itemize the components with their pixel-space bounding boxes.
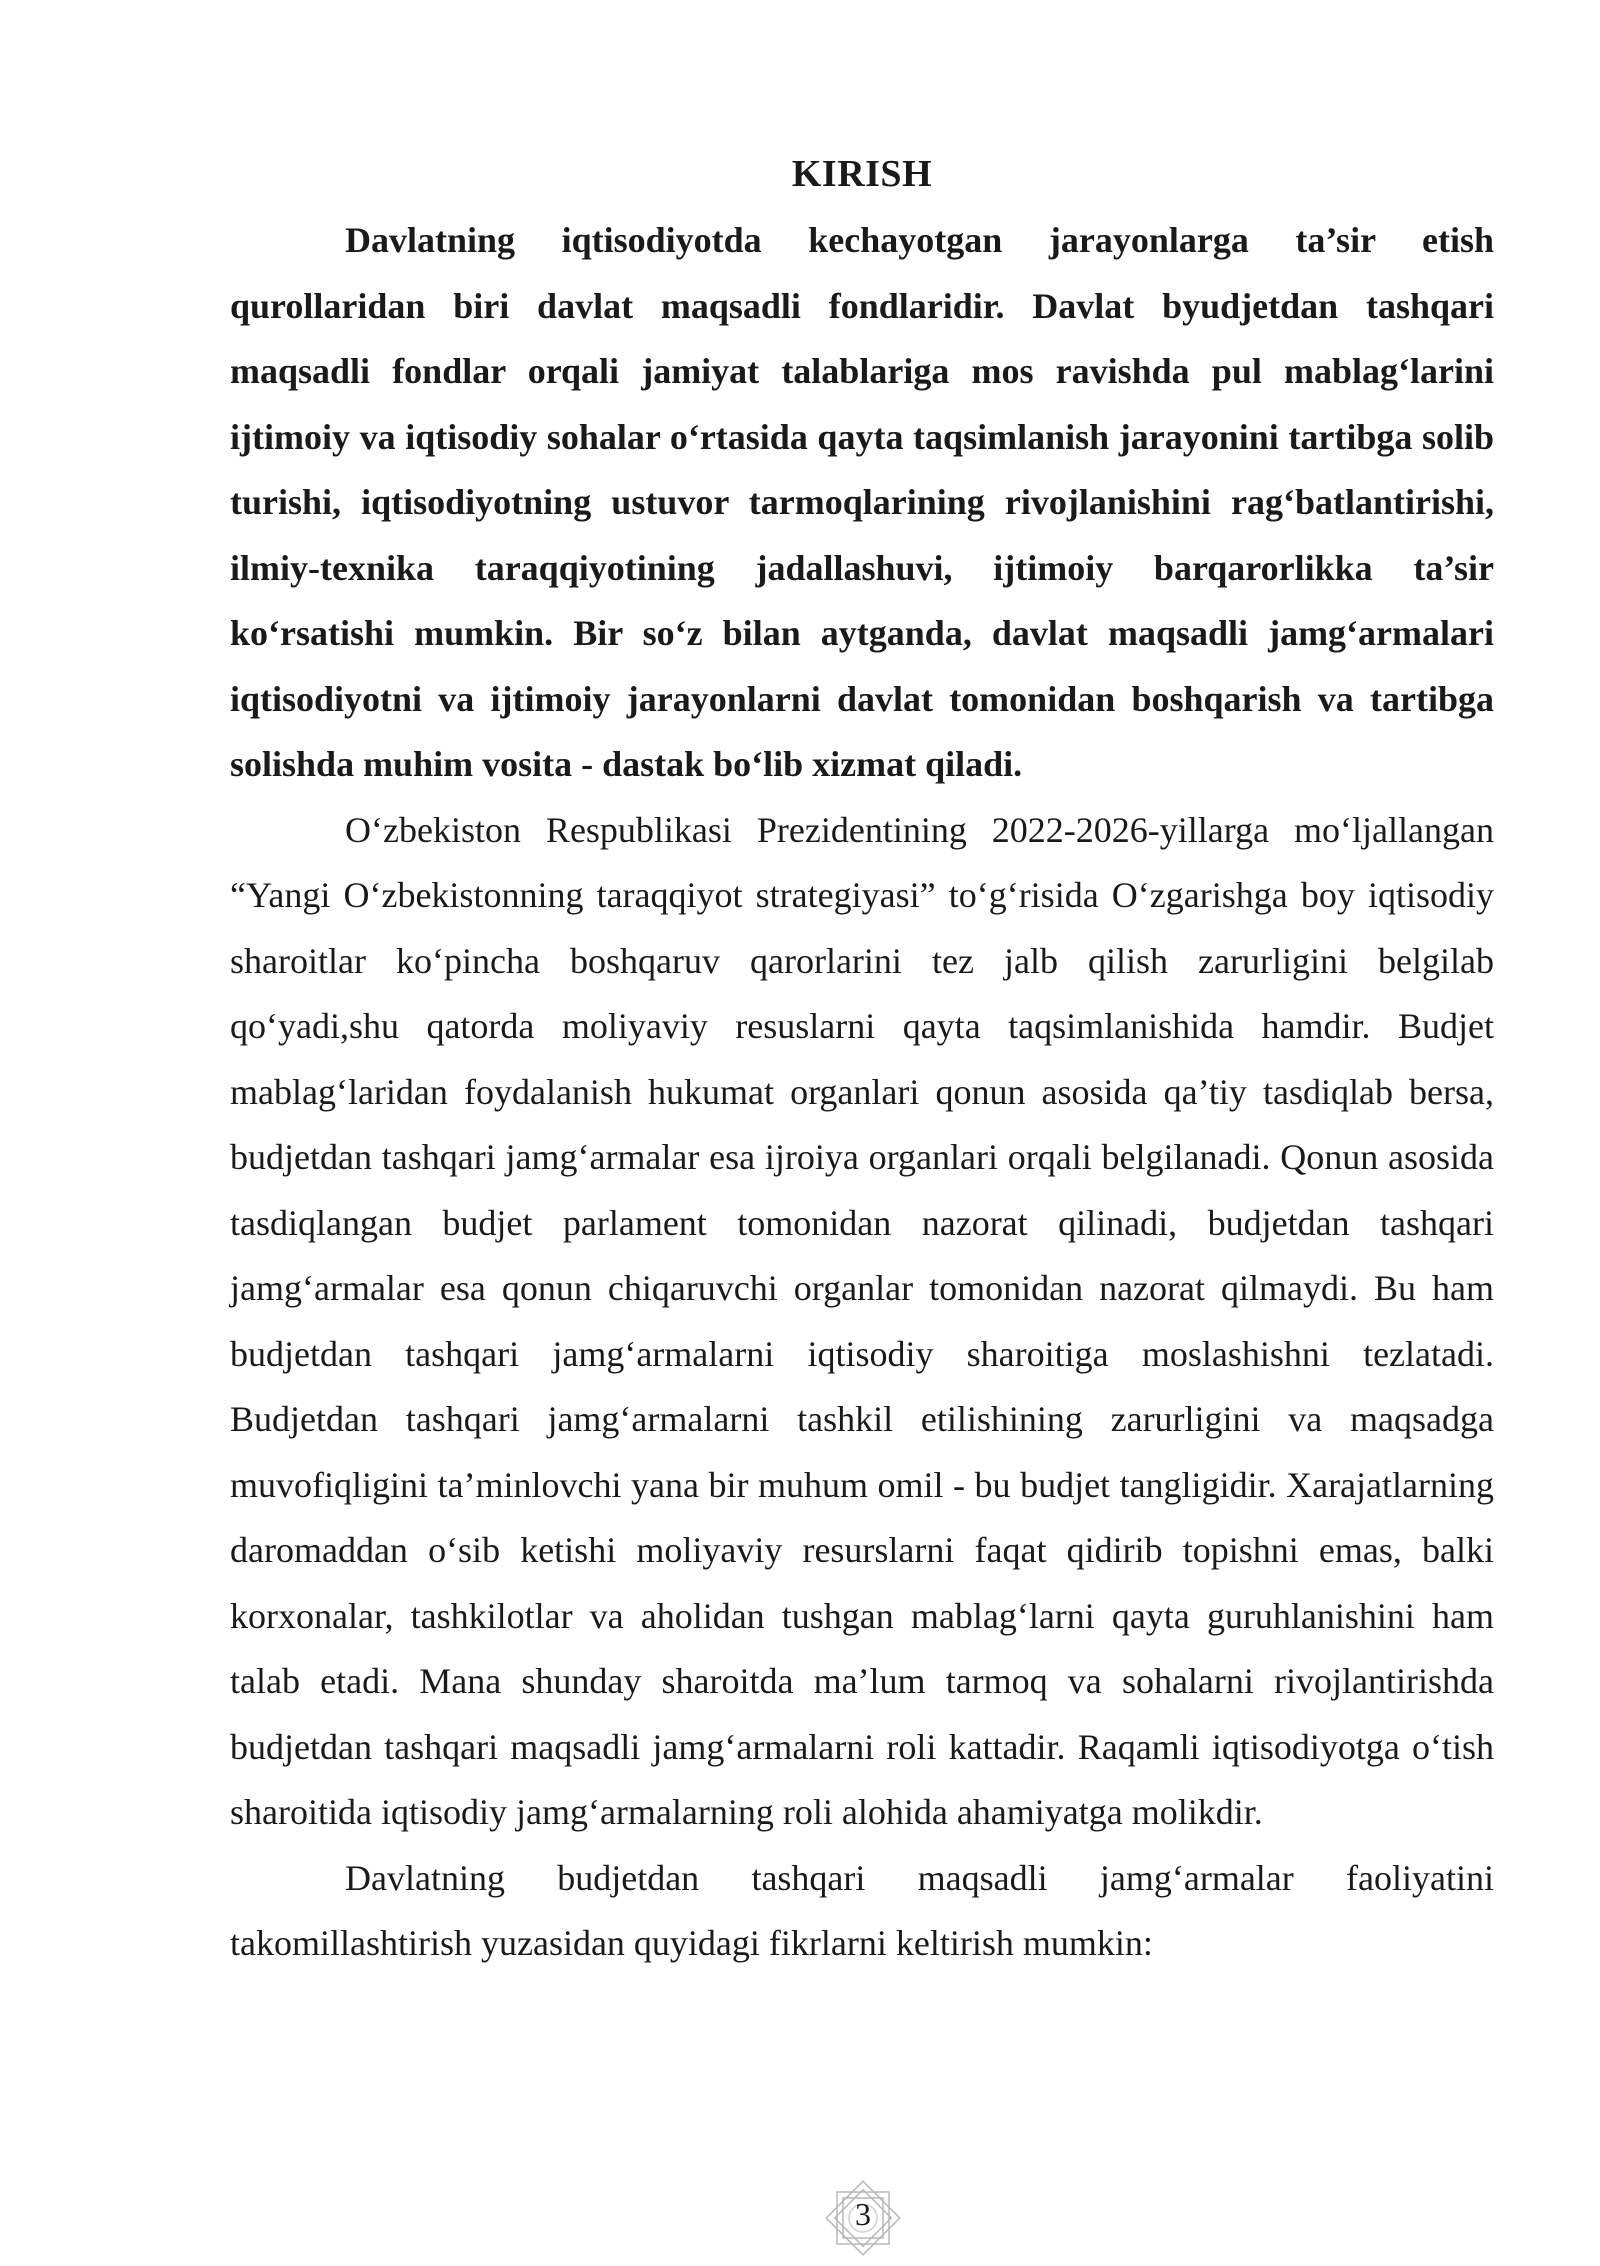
paragraph-intro: Davlatning iqtisodiyotda kechayotgan jarayonlarga ta’sir etish qurollaridan biri davlat maqsadli fondlaridir. Davlat byudjetdan tashqari maqsadli fondlar orqali jamiyat talablariga mos ravishda pul mablag‘larini ijtimoiy va iqtisodiy sohalar o‘rtasida qayta taqsimlanish jarayonini tartibga solib turishi, iqtisodiyotning ustuvor tarmoqlarining rivojlanishini rag‘batlantirishi, ilmiy-texnika taraqqiyotining jadallashuvi, ijtimoiy barqarorlikka ta’sir ko‘rsatishi mumkin. Bir so‘z bilan aytganda, davlat maqsadli jamg‘armalari iqtisodiyotni va ijtimoiy jarayonlarni davlat tomonidan boshqarish va tartibga solishda muhim vosita - dastak bo‘lib xizmat qiladi. bbox=[230, 220, 1494, 784]
document-page bbox=[230, 150, 1494, 1977]
paragraph-strategy: O‘zbekiston Respublikasi Prezidentining 2022-2026-yillarga mo‘ljallangan “Yangi O‘zbekistonning taraqqiyot strategiyasi” to‘g‘risida O‘zgarishga boy iqtisodiy sharoitlar ko‘pincha boshqaruv qarorlarini tez jalb qilish zarurligini belgilab qo‘yadi,shu qatorda moliyaviy resuslarni qayta taqsimlanishida hamdir. Budjet mablag‘laridan foydalanish hukumat organlari qonun asosida qa’tiy tasdiqlab bersa, budjetdan tashqari jamg‘armalar esa ijroiya organlari orqali belgilanadi. Qonun asosida tasdiqlangan budjet parlament tomonidan nazorat qilinadi, budjetdan tashqari jamg‘armalar esa qonun chiqaruvchi organlar tomonidan nazorat qilmaydi. Bu ham budjetdan tashqari jamg‘armalarni iqtisodiy sharoitiga moslashishni tezlatadi. Budjetdan tashqari jamg‘armalarni tashkil etilishining zarurligini va maqsadga muvofiqligini ta’minlovchi yana bir muhum omil - bu budjet tangligidir. Xarajatlarning daromaddan o‘sib ketishi moliyaviy resurslarni faqat qidirib topishni emas, balki korxonalar, tashkilotlar va aholidan tushgan mablag‘larni qayta guruhlanishini ham talab etadi. Mana shunday sharoitda ma’lum tarmoq va sohalarni rivojlantirishda budjetdan tashqari maqsadli jamg‘armalarni roli kattadir. Raqamli iqtisodiyotga o‘tish sharoitida iqtisodiy jamg‘armalarning roli alohida ahamiyatga molikdir. bbox=[230, 809, 1494, 1832]
section-heading: KIRISH bbox=[791, 153, 933, 195]
page-number-badge bbox=[815, 2170, 911, 2266]
page-number: 3 bbox=[855, 2196, 871, 2232]
paragraph-conclusion: Davlatning budjetdan tashqari maqsadli jamg‘armalar faoliyatini takomillashtirish yuzasidan quyidagi fikrlarni keltirish mumkin: bbox=[230, 1857, 1494, 1963]
